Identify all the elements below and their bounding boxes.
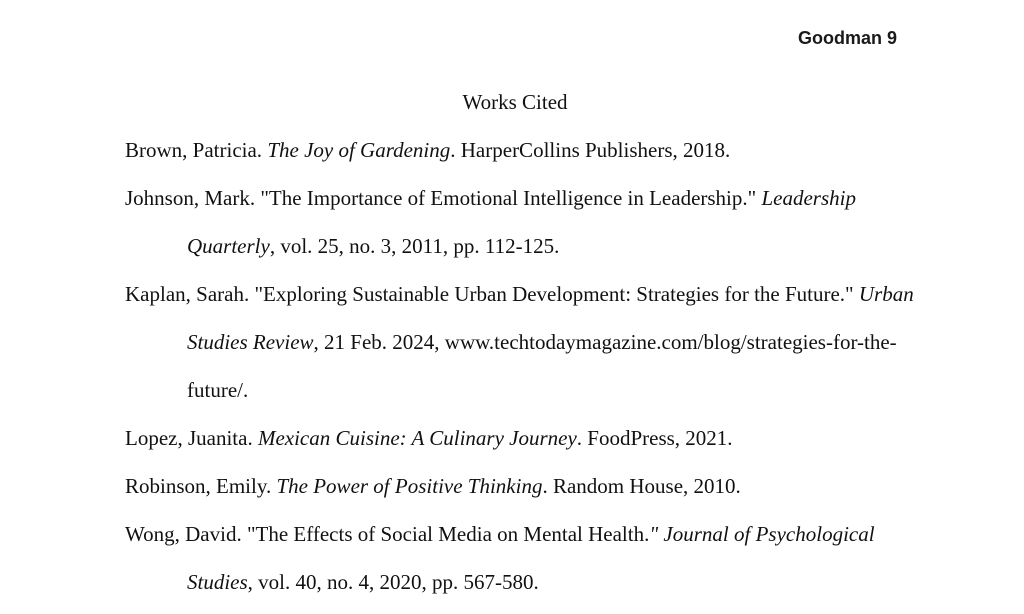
citation-line bbox=[187, 366, 905, 414]
citation-segment-italic: Leadership bbox=[761, 186, 856, 210]
citation-segment: Wong, David. "The Effects of Social Media on Mental Health. bbox=[125, 522, 650, 546]
citation-line bbox=[187, 318, 905, 366]
citation-segment: , vol. 40, no. 4, 2020, pp. 567-580. bbox=[247, 570, 539, 594]
citation-segment-italic: " Journal of Psychological bbox=[649, 522, 875, 546]
citation-segment: . FoodPress, 2021. bbox=[576, 426, 733, 450]
citation-segment: Kaplan, Sarah. "Exploring Sustainable Urban Development: Strategies for the Future." bbox=[125, 282, 859, 306]
citation-line bbox=[125, 462, 905, 510]
citation-entry bbox=[125, 270, 914, 414]
citation-entry bbox=[125, 126, 905, 174]
citation-segment: Lopez, Juanita. bbox=[125, 426, 258, 450]
citation-entry bbox=[125, 174, 905, 270]
citation-entry bbox=[125, 462, 905, 510]
citation-entry bbox=[125, 414, 905, 462]
citation-line bbox=[125, 174, 905, 222]
citation-segment: . HarperCollins Publishers, 2018. bbox=[450, 138, 731, 162]
citation-segment-italic: Quarterly bbox=[187, 234, 270, 258]
citation-line bbox=[187, 222, 905, 270]
citation-segment-italic: Mexican Cuisine: A Culinary Journey bbox=[257, 426, 577, 450]
citation-segment: Johnson, Mark. "The Importance of Emotional Intelligence in Leadership." bbox=[125, 186, 762, 210]
citation-line bbox=[125, 510, 905, 558]
citation-line bbox=[125, 414, 905, 462]
document-body bbox=[125, 78, 914, 606]
citation-segment: . Random House, 2010. bbox=[542, 474, 741, 498]
works-cited-title: Works Cited bbox=[462, 90, 568, 114]
citation-segment-italic: The Joy of Gardening bbox=[267, 138, 451, 162]
citation-segment: future/. bbox=[187, 378, 249, 402]
citation-segment: Robinson, Emily. bbox=[125, 474, 277, 498]
citation-entry bbox=[125, 510, 905, 606]
citation-segment-italic: Studies Review bbox=[187, 330, 314, 354]
page-number-header: Goodman 9 bbox=[797, 28, 897, 48]
citation-segment: Brown, Patricia. bbox=[125, 138, 268, 162]
citation-segment-italic: Studies bbox=[187, 570, 248, 594]
citation-segment-italic: Urban bbox=[858, 282, 914, 306]
citation-line bbox=[125, 126, 905, 174]
citation-line bbox=[187, 558, 905, 606]
citation-segment: , vol. 25, no. 3, 2011, pp. 112-125. bbox=[269, 234, 560, 258]
citation-segment-italic: The Power of Positive Thinking bbox=[276, 474, 543, 498]
citation-line bbox=[125, 270, 914, 318]
citation-list bbox=[125, 126, 914, 606]
citation-segment: , 21 Feb. 2024, www.techtodaymagazine.com/blog/strategies-for-the- bbox=[313, 330, 897, 354]
